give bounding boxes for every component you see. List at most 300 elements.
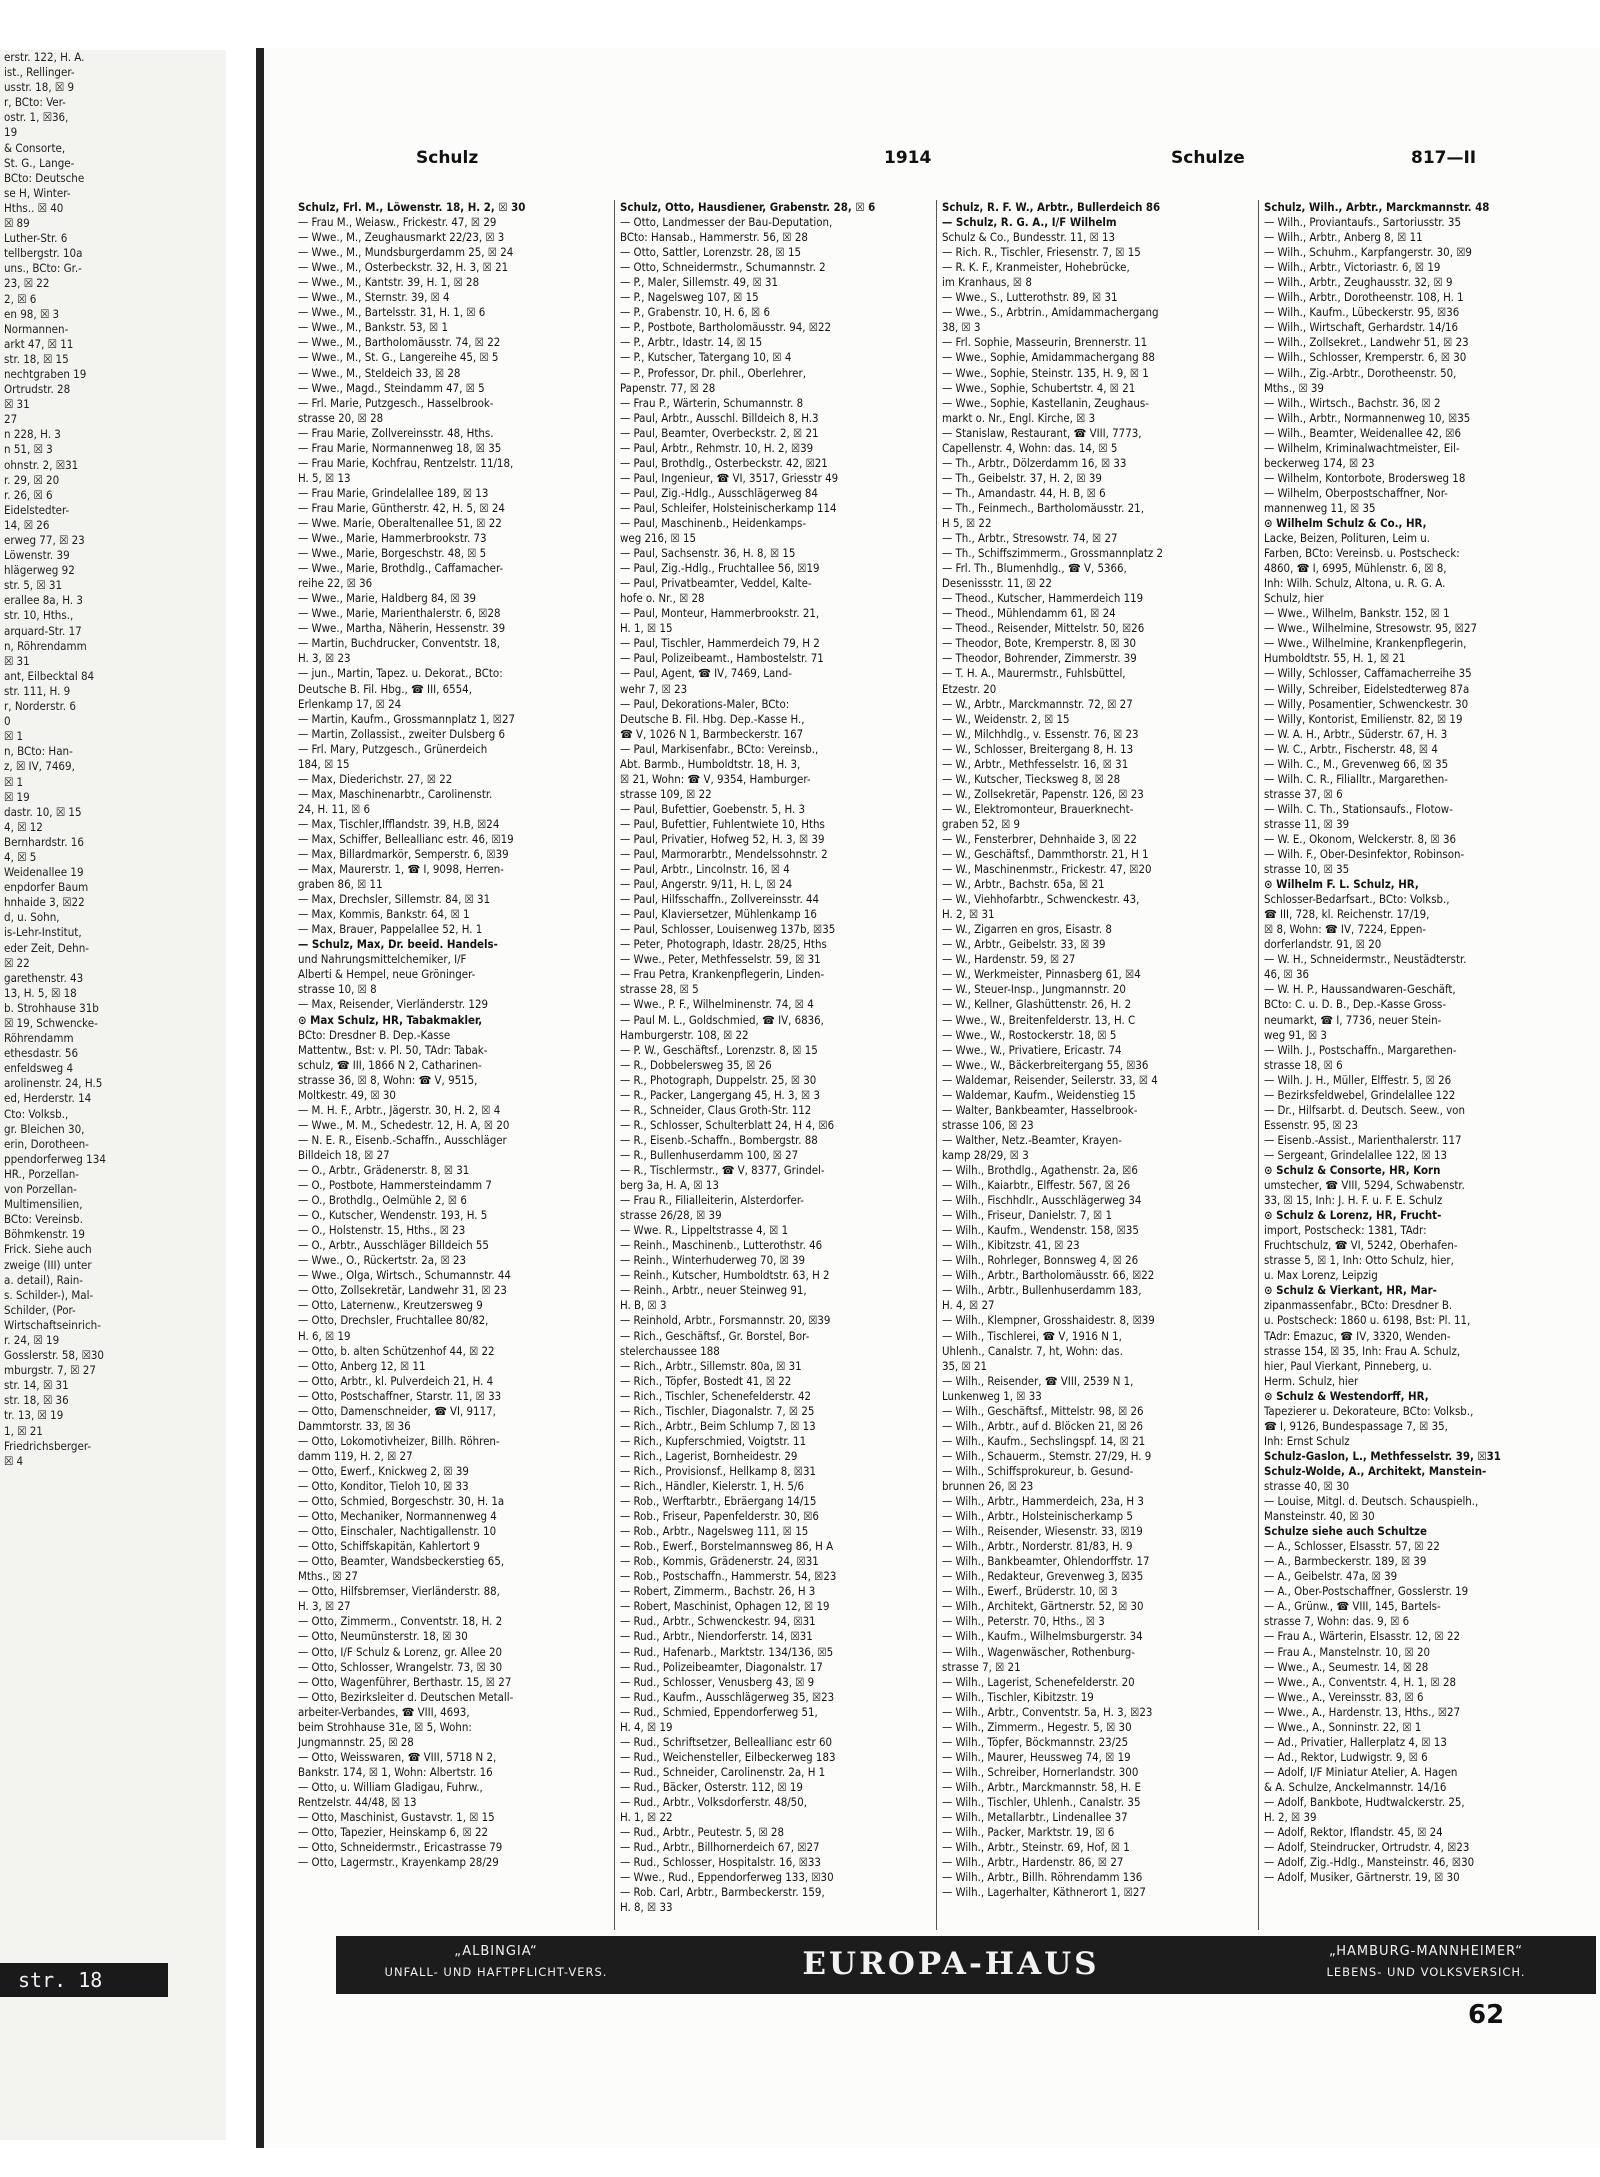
directory-entry: Schulz-Gaslon, L., Methfesselstr. 39, ☒31 — [1264, 1448, 1501, 1463]
directory-entry: — Wilh., Packer, Marktstr. 19, ☒ 6 — [942, 1825, 1115, 1840]
directory-entry: — Wilh., Wagenwäscher, Rothenburg- — [942, 1644, 1135, 1659]
directory-entry: — Paul, Tischler, Hammerdeich 79, H 2 — [620, 636, 820, 651]
advertisement-banner — [336, 1936, 1596, 1994]
directory-entry: — Wilh., Redakteur, Grevenweg 3, ☒35 — [942, 1569, 1144, 1584]
directory-entry: markt o. Nr., Engl. Kirche, ☒ 3 — [942, 410, 1096, 425]
directory-entry: H. 2, ☒ 31 — [942, 907, 995, 922]
directory-entry: — Rob., Werftarbtr., Ebräergang 14/15 — [620, 1494, 817, 1509]
previous-page-line: 27 — [4, 412, 18, 427]
directory-entry: — Otto, Lokomotivheizer, Billh. Röhren- — [298, 1433, 500, 1448]
directory-entry: Mths., ☒ 27 — [298, 1569, 358, 1584]
previous-page-line: Ortrudstr. 28 — [4, 382, 71, 397]
previous-page-line: tr. 13, ☒ 19 — [4, 1408, 64, 1423]
directory-entry: H. 3, ☒ 23 — [298, 651, 351, 666]
directory-entry: Schulz, Otto, Hausdiener, Grabenstr. 28, ☒ 6 — [620, 200, 876, 214]
directory-entry: — Theodor, Bohrender, Zimmerstr. 39 — [942, 651, 1137, 666]
directory-entry: reihe 22, ☒ 36 — [298, 576, 373, 591]
directory-entry: — W., Arbtr., Bachstr. 65a, ☒ 21 — [942, 877, 1105, 892]
directory-entry: — Wilh., Arbtr., Bullenhuserdamm 183, — [942, 1283, 1142, 1298]
directory-entry: ☎ V, 1026 N 1, Barmbeckerstr. 167 — [620, 726, 804, 741]
directory-entry: — Paul M. L., Goldschmied, ☎ IV, 6836, — [620, 1012, 824, 1027]
directory-entry: Schulze siehe auch Schultze — [1264, 1524, 1427, 1539]
directory-entry: — W. A. H., Arbtr., Süderstr. 67, H. 3 — [1264, 726, 1448, 741]
previous-page-line: ☒ 1 — [4, 729, 24, 744]
previous-page-line: n 51, ☒ 3 — [4, 442, 53, 457]
previous-page-line: n, BCto: Han- — [4, 744, 73, 759]
directory-entry: — Wwe., M., Bankstr. 53, ☒ 1 — [298, 320, 448, 335]
previous-page-line: gr. Bleichen 30, — [4, 1121, 85, 1136]
directory-entry: — Martin, Buchdrucker, Conventstr. 18, — [298, 636, 500, 651]
directory-entry: — Otto, Schneidermstr., Schumannstr. 2 — [620, 260, 826, 275]
ad-hamburg-mannheimer — [1266, 1942, 1586, 1982]
directory-entry: — O., Arbtr., Ausschläger Billdeich 55 — [298, 1238, 489, 1253]
directory-entry: — A., Schlosser, Elsasstr. 57, ☒ 22 — [1264, 1539, 1440, 1554]
previous-page-line: a. detail), Rain- — [4, 1272, 84, 1287]
directory-columns — [296, 200, 1596, 1930]
directory-entry: — Wilh., Fischhdlr., Ausschlägerweg 34 — [942, 1193, 1142, 1208]
directory-entry: — Paul, Beamter, Overbeckstr. 2, ☒ 21 — [620, 425, 819, 440]
directory-entry: — Rich., Lagerist, Bornheidestr. 29 — [620, 1448, 798, 1463]
directory-entry: arbeiter-Verbandes, ☎ VIII, 4693, — [298, 1704, 470, 1719]
directory-entry: — Wwe., Wilhelm, Bankstr. 152, ☒ 1 — [1264, 606, 1450, 621]
directory-entry: u. Max Lorenz, Leipzig — [1264, 1268, 1378, 1283]
directory-entry: — W. C., Arbtr., Fischerstr. 48, ☒ 4 — [1264, 741, 1438, 756]
directory-entry: — Wwe., Rud., Eppendorferweg 133, ☒30 — [620, 1870, 834, 1885]
directory-entry: — Wilh., Arbtr., Normannenweg 10, ☒35 — [1264, 410, 1471, 425]
directory-entry: — Paul, Arbtr., Rehmstr. 10, H. 2, ☒39 — [620, 440, 814, 455]
directory-entry: Rentzelstr. 44/48, ☒ 13 — [298, 1794, 417, 1809]
previous-page-line: enfeldsweg 4 — [4, 1061, 74, 1076]
directory-entry: — W., Kellner, Glashüttenstr. 26, H. 2 — [942, 997, 1132, 1012]
directory-entry: strasse 154, ☒ 35, Inh: Frau A. Schulz, — [1264, 1343, 1461, 1358]
directory-entry: — Frl. Mary, Putzgesch., Grünerdeich — [298, 741, 488, 756]
directory-entry: — O., Postbote, Hammersteindamm 7 — [298, 1178, 492, 1193]
previous-page-line: BCto: Deutsche — [4, 170, 85, 185]
directory-entry: Alberti & Hempel, neue Gröninger- — [298, 967, 476, 982]
previous-page-line: mburgstr. 7, ☒ 27 — [4, 1363, 96, 1378]
directory-entry: — Wilh. J. H., Müller, Elffestr. 5, ☒ 26 — [1264, 1072, 1452, 1087]
directory-entry: — Otto, Schlosser, Wrangelstr. 73, ☒ 30 — [298, 1659, 503, 1674]
directory-entry: — Theod., Reisender, Mittelstr. 50, ☒26 — [942, 621, 1145, 636]
directory-entry: strasse 36, ☒ 8, Wohn: ☎ V, 9515, — [298, 1072, 478, 1087]
directory-entry: strasse 28, ☒ 5 — [620, 982, 699, 997]
directory-entry: — Rud., Arbtr., Schwenckestr. 94, ☒31 — [620, 1614, 816, 1629]
directory-entry: — N. E. R., Eisenb.-Schaffn., Ausschläger — [298, 1132, 507, 1147]
directory-entry: — Paul, Arbtr., Ausschl. Billdeich 8, H.3 — [620, 410, 819, 425]
directory-entry: — Wilhelm, Kontorbote, Brodersweg 18 — [1264, 470, 1466, 485]
directory-entry: — Reinh., Kutscher, Humboldtstr. 63, H 2 — [620, 1268, 830, 1283]
previous-page-line: b. Strohhause 31b — [4, 1000, 99, 1015]
directory-entry: — Wilhelm, Kriminalwachtmeister, Eil- — [1264, 440, 1460, 455]
directory-entry: — Otto, Hilfsbremser, Vierländerstr. 88, — [298, 1584, 500, 1599]
directory-entry: — Wilh., Beamter, Weidenallee 42, ☒6 — [1264, 425, 1462, 440]
directory-entry: — Wilh., Wirtschaft, Gerhardstr. 14/16 — [1264, 320, 1459, 335]
directory-entry: — R., Tischlermstr., ☎ V, 8377, Grindel- — [620, 1163, 825, 1177]
directory-entry: — Adolf, I/F Miniatur Atelier, A. Hagen — [1264, 1764, 1458, 1779]
directory-entry: — Reinhold, Arbtr., Forsmannstr. 20, ☒39 — [620, 1313, 831, 1328]
directory-entry: — Wilh., Arbtr., Hammerdeich, 23a, H 3 — [942, 1494, 1144, 1509]
previous-page-line: erallee 8a, H. 3 — [4, 593, 83, 608]
previous-page-line: Hths.. ☒ 40 — [4, 200, 64, 215]
directory-entry: brunnen 26, ☒ 23 — [942, 1478, 1034, 1493]
directory-entry: — Otto, b. alten Schützenhof 44, ☒ 22 — [298, 1343, 495, 1358]
directory-entry: Abt. Barmb., Humboldtstr. 18, H. 3, — [620, 756, 801, 771]
directory-entry: strasse 40, ☒ 30 — [1264, 1478, 1350, 1493]
directory-entry: — Paul, Bufettier, Fuhlentwiete 10, Hths — [620, 816, 825, 831]
directory-entry: — Wilh., Proviantaufs., Sartoriusstr. 35 — [1264, 215, 1461, 230]
directory-entry: — Wilh., Arbtr., auf d. Blöcken 21, ☒ 26 — [942, 1418, 1144, 1433]
directory-entry: strasse 18, ☒ 6 — [1264, 1057, 1343, 1072]
directory-entry: graben 52, ☒ 9 — [942, 816, 1021, 831]
directory-entry: — Otto, Maschinist, Gustavstr. 1, ☒ 15 — [298, 1810, 495, 1825]
previous-page-text — [0, 50, 226, 1469]
directory-entry: — Robert, Maschinist, Ophagen 12, ☒ 19 — [620, 1599, 830, 1614]
previous-page-line: Röhrendamm — [4, 1031, 74, 1046]
directory-entry: — Wilh., Arbtr., Anberg 8, ☒ 11 — [1264, 230, 1423, 245]
directory-entry: — W. E., Okonom, Welckerstr. 8, ☒ 36 — [1264, 831, 1457, 846]
directory-entry: — T. H. A., Maurermstr., Fuhlsbüttel, — [942, 666, 1126, 681]
directory-entry: wehr 7, ☒ 23 — [620, 681, 688, 696]
directory-entry: — Bezirksfeldwebel, Grindelallee 122 — [1264, 1087, 1456, 1102]
directory-entry: — Wwe., A., Hardenstr. 13, Hths., ☒27 — [1264, 1704, 1461, 1719]
directory-entry: — Wilh., Ewerf., Brüderstr. 10, ☒ 3 — [942, 1584, 1118, 1599]
ad-albingia-desc: UNFALL- UND HAFTPFLICHT-VERS. — [384, 1965, 608, 1979]
directory-entry: — O., Arbtr., Grädenerstr. 8, ☒ 31 — [298, 1163, 470, 1177]
directory-entry: ⊙ Max Schulz, HR, Tabakmakler, — [298, 1012, 483, 1027]
directory-entry: — Wwe., Marie, Brothdlg., Caffamacher- — [298, 561, 504, 576]
directory-entry: — Waldemar, Reisender, Seilerstr. 33, ☒ 4 — [942, 1072, 1158, 1087]
previous-page-strip — [0, 50, 229, 2140]
directory-entry: dorferlandstr. 91, ☒ 20 — [1264, 937, 1382, 952]
directory-entry: — Max, Brauer, Pappelallee 52, H. 1 — [298, 922, 483, 937]
previous-page-line: str. 10, Hths., — [4, 608, 74, 623]
directory-entry: — Frl. Sophie, Masseurin, Brennerstr. 11 — [942, 335, 1148, 350]
directory-entry: — Wilh., Friseur, Danielstr. 7, ☒ 1 — [942, 1208, 1113, 1223]
directory-entry: H. 3, ☒ 27 — [298, 1599, 351, 1614]
ad-hm-name: „HAMBURG-MANNHEIMER“ — [1328, 1944, 1524, 1959]
directory-entry: — Walter, Bankbeamter, Hasselbrook- — [942, 1102, 1138, 1117]
directory-entry: — Sergeant, Grindelallee 122, ☒ 13 — [1264, 1147, 1447, 1162]
directory-entry: strasse 7, ☒ 21 — [942, 1659, 1021, 1674]
directory-entry: ☒ 8, Wohn: ☎ IV, 7224, Eppen- — [1264, 922, 1427, 937]
previous-page-line: uns., BCto: Gr.- — [4, 261, 82, 276]
directory-entry: stelerchaussee 188 — [620, 1343, 720, 1358]
directory-entry: — O., Brothdlg., Oelmühle 2, ☒ 6 — [298, 1193, 467, 1208]
directory-entry: — Rud., Kaufm., Ausschlägerweg 35, ☒23 — [620, 1689, 835, 1704]
directory-entry: — Adolf, Rektor, Iflandstr. 45, ☒ 24 — [1264, 1825, 1443, 1840]
directory-entry: — Wilh., Brothdlg., Agathenstr. 2a, ☒6 — [942, 1163, 1138, 1177]
directory-entry: — Max, Schiffer, Belleallianc estr. 46, ☒19 — [298, 831, 514, 846]
previous-page-line: von Porzellan- — [4, 1182, 77, 1197]
directory-entry: — Wilh., Bankbeamter, Ohlendorffstr. 17 — [942, 1554, 1150, 1569]
directory-column-3 — [940, 200, 1259, 1930]
running-header — [256, 148, 1576, 188]
directory-entry: 184, ☒ 15 — [298, 756, 350, 771]
previous-page-line: erstr. 122, H. A. — [4, 50, 85, 64]
directory-entry: — Wilh., Arbtr., Holsteinischerkamp 5 — [942, 1509, 1133, 1524]
directory-entry: — Otto, Zimmerm., Conventstr. 18, H. 2 — [298, 1614, 503, 1629]
directory-entry: — R., Dobbelersweg 35, ☒ 26 — [620, 1057, 772, 1072]
directory-entry: — Louise, Mitgl. d. Deutsch. Schauspielh., — [1264, 1494, 1479, 1509]
previous-page-line: erweg 77, ☒ 23 — [4, 533, 85, 547]
directory-entry: — Wilh., Zimmerm., Hegestr. 5, ☒ 30 — [942, 1719, 1132, 1734]
directory-entry: — Wwe., S., Arbtrin., Amidammachergang — [942, 305, 1159, 320]
directory-entry: — Paul, Schleifer, Holsteinischerkamp 114 — [620, 500, 837, 515]
directory-entry: — Wwe., M., Bartholomäusstr. 74, ☒ 22 — [298, 335, 501, 350]
directory-entry: H. B, ☒ 3 — [620, 1298, 667, 1313]
directory-entry: H. 2, ☒ 39 — [1264, 1810, 1317, 1825]
previous-page-line: Weidenallee 19 — [4, 865, 84, 880]
directory-entry: — Wwe., Sophie, Steinstr. 135, H. 9, ☒ 1 — [942, 365, 1149, 380]
directory-entry: — Wilh., Arbtr., Bartholomäusstr. 66, ☒22 — [942, 1268, 1155, 1283]
directory-entry: — Schulz, Max, Dr. beeid. Handels- — [298, 937, 498, 952]
previous-page-line: arquard-Str. 17 — [4, 623, 82, 638]
previous-page-line: ☒ 89 — [4, 216, 30, 231]
directory-entry: Mattentw., Bst: v. Pl. 50, TAdr: Tabak- — [298, 1042, 488, 1057]
directory-entry: — Ad., Privatier, Hallerplatz 4, ☒ 13 — [1264, 1734, 1447, 1749]
directory-entry: — Eisenb.-Assist., Marienthalerstr. 117 — [1264, 1132, 1462, 1147]
directory-entry: — Otto, Schmied, Borgeschstr. 30, H. 1a — [298, 1494, 505, 1509]
directory-entry: — Wwe., Wilhelmine, Krankenpflegerin, — [1264, 636, 1467, 651]
directory-entry: — Th., Schiffszimmerm., Grossmannplatz 2 — [942, 546, 1164, 561]
directory-entry: — Th., Arbtr., Stresowstr. 74, ☒ 27 — [942, 531, 1118, 546]
directory-entry: — Wwe., A., Conventstr. 4, H. 1, ☒ 28 — [1264, 1674, 1457, 1689]
ad-hm-desc: LEBENS- UND VOLKSVERSICH. — [1326, 1965, 1526, 1979]
directory-entry: — Wilh., Kaufm., Wendenstr. 158, ☒35 — [942, 1223, 1139, 1238]
previous-page-line: ist., Rellinger- — [4, 65, 75, 80]
previous-page-line: Löwenstr. 39 — [4, 548, 70, 563]
directory-entry: — R., Schneider, Claus Groth-Str. 112 — [620, 1102, 812, 1117]
directory-entry: — Th., Geibelstr. 37, H. 2, ☒ 39 — [942, 470, 1102, 485]
directory-entry: — Rud., Polizeibeamter, Diagonalstr. 17 — [620, 1659, 823, 1674]
directory-entry: graben 86, ☒ 11 — [298, 877, 383, 892]
directory-entry: — Otto, Arbtr., kl. Pulverdeich 21, H. 4 — [298, 1373, 494, 1388]
directory-entry: hofe o. Nr., ☒ 28 — [620, 591, 705, 606]
directory-entry: — W., Hardenstr. 59, ☒ 27 — [942, 952, 1076, 967]
directory-entry: — Frau Petra, Krankenpflegerin, Linden- — [620, 967, 825, 982]
directory-entry: — W., Milchhdlg., v. Essenstr. 76, ☒ 23 — [942, 726, 1139, 741]
directory-entry: — Wilh., Zig.-Arbtr., Dorotheenstr. 50, — [1264, 365, 1457, 380]
directory-entry: — Max, Maurerstr. 1, ☎ I, 9098, Herren- — [298, 862, 504, 877]
directory-entry: — Wilh., Kaufm., Sechslingspf. 14, ☒ 21 — [942, 1433, 1146, 1448]
directory-entry: — R., Schlosser, Schulterblatt 24, H 4, ☒6 — [620, 1117, 835, 1132]
directory-entry: Humboldtstr. 55, H. 1, ☒ 21 — [1264, 651, 1406, 666]
directory-entry: H. 6, ☒ 19 — [298, 1328, 351, 1343]
previous-page-line: hnhaide 3, ☒22 — [4, 895, 85, 910]
directory-entry: — Otto, Laternenw., Kreutzersweg 9 — [298, 1298, 483, 1313]
directory-entry: strasse 20, ☒ 28 — [298, 410, 384, 425]
directory-entry: — Max, Maschinenarbtr., Carolinenstr. — [298, 786, 493, 801]
directory-entry: — Dr., Hilfsarbt. d. Deutsch. Seew., von — [1264, 1102, 1465, 1117]
directory-entry: — Rich., Tischler, Schenefelderstr. 42 — [620, 1388, 812, 1403]
directory-entry: — Wwe. R., Lippeltstrasse 4, ☒ 1 — [620, 1223, 789, 1238]
directory-entry: schulz, ☎ III, 1866 N 2, Catharinen- — [298, 1057, 482, 1072]
directory-entry: — Max, Drechsler, Sillemstr. 84, ☒ 31 — [298, 892, 491, 907]
directory-entry: — Rich., Arbtr., Beim Schlump 7, ☒ 13 — [620, 1418, 816, 1433]
previous-page-line: 2, ☒ 6 — [4, 291, 37, 306]
directory-entry: — Max, Billardmarkör, Semperstr. 6, ☒39 — [298, 847, 509, 862]
directory-entry: — Paul, Bufettier, Goebenstr. 5, H. 3 — [620, 801, 806, 816]
directory-entry: Lunkenweg 1, ☒ 33 — [942, 1388, 1042, 1403]
directory-entry: — Wilh., Arbtr., Steinstr. 69, Hof, ☒ 1 — [942, 1840, 1130, 1855]
previous-page-line: Bernhardstr. 16 — [4, 834, 84, 849]
directory-entry: ⊙ Schulz & Westendorff, HR, — [1264, 1388, 1429, 1403]
directory-entry: BCto: C. u. D. B., Dep.-Kasse Gross- — [1264, 997, 1447, 1012]
directory-entry: H. 1, ☒ 15 — [620, 621, 673, 636]
previous-page-line: is-Lehr-Institut, — [4, 925, 82, 940]
directory-entry: — Otto, u. William Gladigau, Fuhrw., — [298, 1779, 483, 1794]
previous-page-line: erin, Dorotheen- — [4, 1136, 89, 1151]
directory-entry: — Rud., Arbtr., Volksdorferstr. 48/50, — [620, 1794, 807, 1809]
directory-entry: — Max, Reisender, Vierländerstr. 129 — [298, 997, 488, 1012]
directory-entry: — Max, Kommis, Bankstr. 64, ☒ 1 — [298, 907, 470, 922]
directory-entry: — P. W., Geschäftsf., Lorenzstr. 8, ☒ 15 — [620, 1042, 818, 1057]
directory-entry: — Rich., Händler, Kielerstr. 1, H. 5/6 — [620, 1478, 805, 1493]
directory-entry: — Rob., Friseur, Papenfelderstr. 30, ☒6 — [620, 1509, 819, 1524]
directory-entry: — Rob., Postschaffn., Hammerstr. 54, ☒23 — [620, 1569, 837, 1584]
previous-page-line: en 98, ☒ 3 — [4, 306, 60, 321]
directory-entry: Uhlenh., Canalstr. 7, ht, Wohn: das. — [942, 1343, 1123, 1358]
previous-page-line: ☒ 4 — [4, 1453, 24, 1468]
previous-page-line: garethenstr. 43 — [4, 970, 84, 985]
directory-entry: 35, ☒ 21 — [942, 1358, 988, 1373]
directory-entry: — W., Weidenstr. 2, ☒ 15 — [942, 711, 1070, 726]
directory-entry: — A., Geibelstr. 47a, ☒ 39 — [1264, 1569, 1398, 1584]
directory-entry: — Willy, Schreiber, Eidelstedterweg 87a — [1264, 681, 1470, 696]
directory-entry: — Robert, Zimmerm., Bachstr. 26, H 3 — [620, 1584, 816, 1599]
directory-column-1 — [296, 200, 615, 1930]
ad-europa-haus: EUROPA-HAUS — [802, 1946, 1100, 1982]
directory-entry: Schlosser-Bedarfsart., BCto: Volksb., — [1264, 892, 1450, 907]
previous-page-line: r. 24, ☒ 19 — [4, 1332, 60, 1347]
directory-entry: — Rich., Arbtr., Sillemstr. 80a, ☒ 31 — [620, 1358, 802, 1373]
directory-entry: Schulz, Frl. M., Löwenstr. 18, H. 2, ☒ 30 — [298, 200, 526, 214]
directory-entry: — Wwe., M., St. G., Langereihe 45, ☒ 5 — [298, 350, 499, 365]
previous-page-line: Normannen- — [4, 321, 69, 336]
previous-page-line: hlägerweg 92 — [4, 563, 75, 578]
directory-entry: — Otto, Schiffskapitän, Kahlertort 9 — [298, 1539, 480, 1554]
directory-entry: — Peter, Photograph, Idastr. 28/25, Hths — [620, 937, 827, 952]
previous-page-line: str. 18, ☒ 36 — [4, 1393, 69, 1408]
directory-entry: Tapezierer u. Dekorateure, BCto: Volksb., — [1264, 1403, 1474, 1418]
previous-page-line: Eidelstedter- — [4, 502, 70, 517]
previous-page-line: arkt 47, ☒ 11 — [4, 336, 74, 351]
directory-entry: — Otto, Damenschneider, ☎ VI, 9117, — [298, 1403, 496, 1418]
directory-entry: — Paul, Klaviersetzer, Mühlenkamp 16 — [620, 907, 817, 922]
directory-entry: — Wwe., W., Privatiere, Ericastr. 74 — [942, 1042, 1122, 1057]
directory-entry: strasse 26/28, ☒ 39 — [620, 1208, 722, 1223]
previous-page-line: 1, ☒ 21 — [4, 1423, 43, 1438]
directory-entry: — Willy, Posamentier, Schwenckestr. 30 — [1264, 696, 1469, 711]
directory-entry: — Wilh. C. R., Filialltr., Margarethen- — [1264, 771, 1448, 786]
directory-entry: — Wwe., M., Steldeich 33, ☒ 28 — [298, 365, 461, 380]
directory-entry: — Reinh., Arbtr., neuer Steinweg 91, — [620, 1283, 807, 1298]
directory-entry: — Rich., Töpfer, Bostedt 41, ☒ 22 — [620, 1373, 792, 1388]
directory-entry: — Wwe., M. M., Schedestr. 12, H. A, ☒ 20 — [298, 1117, 510, 1132]
directory-entry: Schulz-Wolde, A., Architekt, Manstein- — [1264, 1463, 1487, 1478]
directory-entry: ☎ I, 9126, Bundespassage 7, ☒ 35, — [1264, 1418, 1448, 1433]
directory-entry: — P., Kutscher, Tatergang 10, ☒ 4 — [620, 350, 792, 365]
directory-entry: — Otto, Weisswaren, ☎ VIII, 5718 N 2, — [298, 1749, 497, 1764]
previous-page-line: se H, Winter- — [4, 185, 71, 200]
directory-entry: — Paul, Brothdlg., Osterbeckstr. 42, ☒21 — [620, 455, 828, 470]
directory-entry: — W., Maschinenmstr., Frickestr. 47, ☒20 — [942, 862, 1152, 877]
directory-entry: — Reinh., Winterhuderweg 70, ☒ 39 — [620, 1253, 806, 1268]
directory-entry: — Wilh., Kaiarbtr., Elffestr. 567, ☒ 26 — [942, 1178, 1131, 1193]
header-year: 1914 — [884, 148, 932, 168]
directory-entry: strasse 10, ☒ 35 — [1264, 862, 1350, 877]
header-surname-right: Schulze — [1171, 148, 1245, 168]
directory-entry: — Rich., Geschäftsf., Gr. Borstel, Bor- — [620, 1328, 810, 1343]
directory-entry: — Ad., Rektor, Ludwigstr. 9, ☒ 6 — [1264, 1749, 1428, 1764]
page-edge — [256, 48, 264, 2148]
directory-entry: — Paul, Markisenfabr., BCto: Vereinsb., — [620, 741, 819, 756]
previous-page-line: 4, ☒ 5 — [4, 849, 37, 864]
previous-page-line: ☒ 19, Schwencke- — [4, 1016, 98, 1030]
directory-entry: zipanmassenfabr., BCto: Dresdner B. — [1264, 1298, 1453, 1313]
directory-entry: — Wwe., S., Lutterothstr. 89, ☒ 31 — [942, 290, 1118, 305]
directory-entry: — Rob., Kommis, Grädenerstr. 24, ☒31 — [620, 1554, 819, 1569]
directory-entry: — Wilh., Arbtr., Hardenstr. 86, ☒ 27 — [942, 1855, 1124, 1870]
previous-page-line: ethesdastr. 56 — [4, 1046, 79, 1061]
directory-entry: — Paul, Privatbeamter, Veddel, Kalte- — [620, 576, 812, 591]
previous-page-line: 4, ☒ 12 — [4, 819, 43, 834]
directory-entry: — Frau A., Manstelnstr. 10, ☒ 20 — [1264, 1644, 1431, 1659]
directory-entry: — Paul, Hilfsschaffn., Zollvereinsstr. 44 — [620, 892, 820, 907]
directory-entry: — Wilh., Zollsekret., Landwehr 51, ☒ 23 — [1264, 335, 1469, 350]
directory-entry: — Wwe., Wilhelmine, Stresowstr. 95, ☒27 — [1264, 621, 1478, 636]
previous-page-line: ostr. 1, ☒36, — [4, 110, 69, 125]
previous-page-line: Luther-Str. 6 — [4, 231, 68, 246]
directory-entry: Mansteinstr. 40, ☒ 30 — [1264, 1509, 1375, 1524]
directory-entry: — Paul, Schlosser, Louisenweg 137b, ☒35 — [620, 922, 836, 937]
previous-page-line: usstr. 18, ☒ 9 — [4, 80, 75, 95]
previous-page-line: r. 26, ☒ 6 — [4, 487, 53, 502]
directory-entry: — Frau M., Weiasw., Frickestr. 47, ☒ 29 — [298, 215, 497, 230]
directory-entry: — Theodor, Bote, Kremperstr. 8, ☒ 30 — [942, 636, 1136, 651]
directory-entry: — W., Arbtr., Geibelstr. 33, ☒ 39 — [942, 937, 1106, 952]
directory-entry: beckerweg 174, ☒ 23 — [1264, 455, 1375, 470]
directory-entry: — Adolf, Steindrucker, Ortrudstr. 4, ☒23 — [1264, 1840, 1470, 1855]
previous-page-line: s. Schilder-), Mal- — [4, 1287, 94, 1302]
header-page-ref: 817—II — [1411, 148, 1477, 168]
previous-page-line: Wirtschaftseinrich- — [4, 1317, 101, 1332]
previous-page-line: ed, Herderstr. 14 — [4, 1091, 92, 1106]
directory-entry: — Paul, Agent, ☎ IV, 7469, Land- — [620, 666, 792, 681]
directory-entry: Mths., ☒ 39 — [1264, 380, 1324, 395]
ad-albingia-name: „ALBINGIA“ — [454, 1944, 538, 1959]
directory-entry: — W., Zollsekretär, Papenstr. 126, ☒ 23 — [942, 786, 1144, 801]
directory-entry: — Wilh., Arbtr., Billh. Röhrendamm 136 — [942, 1870, 1143, 1885]
directory-entry: — Rud., Arbtr., Peutestr. 5, ☒ 28 — [620, 1825, 784, 1840]
directory-entry: BCto: Dresdner B. Dep.-Kasse — [298, 1027, 451, 1042]
directory-entry: — Wilh., Arbtr., Victoriastr. 6, ☒ 19 — [1264, 260, 1441, 275]
directory-entry: — Schulz, R. G. A., I/F Wilhelm — [942, 215, 1117, 230]
directory-entry: — Wwe., M., Mundsburgerdamm 25, ☒ 24 — [298, 245, 514, 260]
directory-entry: H. 5, ☒ 13 — [298, 470, 351, 485]
directory-entry: — P., Professor, Dr. phil., Oberlehrer, — [620, 365, 806, 380]
directory-entry: — Wilh., Klempner, Grosshaidestr. 8, ☒39 — [942, 1313, 1155, 1328]
directory-entry: — Rich. R., Tischler, Friesenstr. 7, ☒ 15 — [942, 245, 1141, 260]
directory-entry: — Paul, Ingenieur, ☎ VI, 3517, Griesstr 49 — [620, 470, 839, 485]
directory-entry: und Nahrungsmittelchemiker, I/F — [298, 952, 467, 967]
directory-entry: — Frau Marie, Güntherstr. 42, H. 5, ☒ 24 — [298, 500, 505, 515]
directory-entry: — Th., Arbtr., Dölzerdamm 16, ☒ 33 — [942, 455, 1127, 470]
previous-page-line: zweige (III) unter — [4, 1257, 92, 1272]
directory-entry: — Otto, Schneidermstr., Ericastrasse 79 — [298, 1840, 503, 1855]
directory-entry: — Otto, Bezirksleiter d. Deutschen Metall- — [298, 1689, 514, 1704]
directory-entry: — Wilh., Arbtr., Dorotheenstr. 108, H. 1 — [1264, 290, 1464, 305]
